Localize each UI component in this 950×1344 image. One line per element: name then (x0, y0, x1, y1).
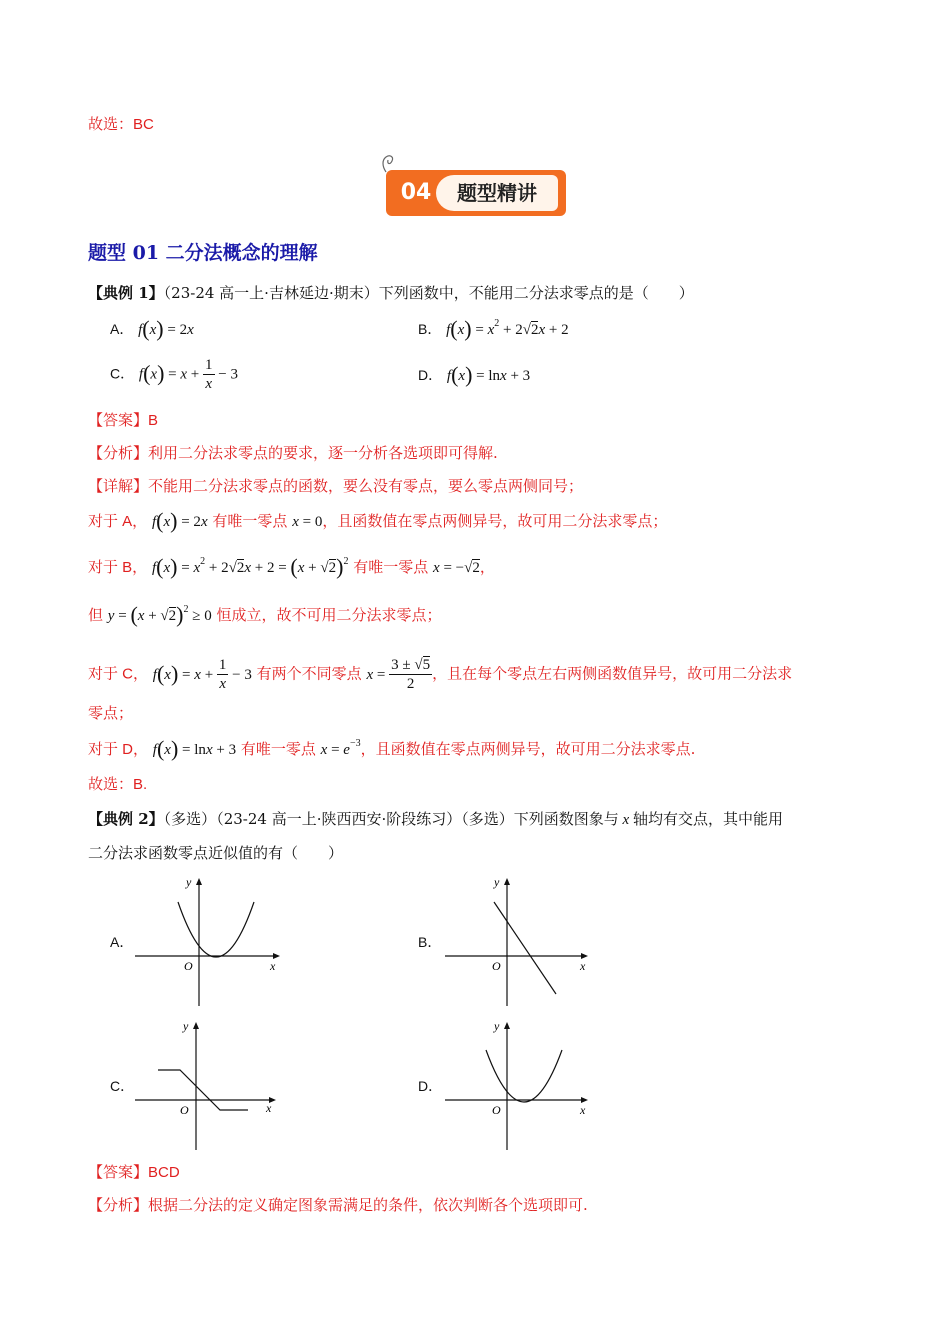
detail-tag: 【详解】 (88, 477, 149, 495)
example2-question: 【典例 2】（多选）（23-24 高一上·陕西西安·阶段练习）（多选）下列函数图象与 x 轴均有交点，其中能用 (88, 810, 783, 828)
example2-answer (88, 1162, 180, 1184)
example2-analysis-text: 根据二分法的定义确定图象需满足的条件，依次判断各个选项即可. (148, 1196, 588, 1214)
detail-option-d: 对于 D， f(x) = lnx + 3 有唯一零点 $x = e^{-3}$，且函数值在零点两侧异号，故可用二分法求零点. (88, 736, 696, 761)
answer-tag: 【答案】 (88, 412, 149, 429)
example2-analysis-tag: 【分析】 (88, 1196, 149, 1214)
detail-d-mid: 有唯一零点 (240, 740, 316, 758)
detail-text: 不能用二分法求零点的函数，要么没有零点，要么零点两侧同号； (148, 477, 584, 495)
detail-a-prefix: 对于 A， (88, 513, 148, 530)
option-d-label: D． (418, 367, 443, 383)
graph-d (440, 1016, 600, 1156)
detail-but-prefix: 但 (88, 606, 104, 624)
detail-c-tail: ，且在每个零点左右两侧函数值异号，故可用二分法求 (432, 664, 793, 683)
example1-analysis (88, 442, 498, 464)
example2-answer-value: BCD (148, 1164, 180, 1181)
graph-option-b-label: B． (418, 934, 442, 950)
svg-text:y: y (183, 1019, 189, 1033)
option-a-label: A． (110, 321, 134, 337)
example2-multi: （多选） (163, 810, 217, 828)
answer-value: B (148, 412, 159, 429)
example1-source: （23-24 高一上·吉林延边·期末） (163, 284, 379, 302)
section-banner (386, 170, 566, 216)
detail-a-tail: ，且函数值在零点两侧异号，故可用二分法求零点； (322, 512, 668, 530)
graph-b-line (494, 902, 556, 994)
graph-option-a-label: A． (110, 934, 134, 950)
detail-but-tail: 恒成立，故不可用二分法求零点； (216, 606, 442, 624)
example2-question-b: 轴均有交点，其中能用 (632, 810, 783, 828)
graph-d-curve (486, 1050, 562, 1102)
example1-conclusion: 故选：B. (88, 776, 148, 793)
svg-text:y: y (186, 875, 192, 889)
example2-answer-tag: 【答案】 (88, 1164, 149, 1181)
detail-b-tail: ， (479, 558, 495, 576)
previous-answer: 故选：BC (88, 116, 154, 133)
detail-option-b: 对于 B， $f(x) = x^2 + 2√2x + 2 = (x + √2)^2$ 有唯一零点 x = −√2， (88, 554, 495, 579)
svg-text:y: y (494, 1019, 500, 1033)
svg-text:O: O (184, 959, 193, 973)
example1-detail (88, 475, 583, 497)
svg-text:x: x (580, 959, 586, 973)
detail-option-c: 对于 C， f(x) = x + $\frac{1}{x}$ − 3 有两个不同零点 x = $\frac{3 \pm √5}{2}$ ，且在每个零点左右两侧函数值异号，故可用二分法求 (88, 657, 793, 692)
graph-a-curve (178, 902, 254, 957)
graph-option-d-label: D． (418, 1078, 443, 1094)
banner-label: 题型精讲 (436, 175, 558, 211)
svg-text:x: x (266, 1101, 272, 1115)
example2-tag: 【典例 2】 (88, 810, 164, 828)
option-c-label: C． (110, 365, 135, 382)
section-heading: 题型 01 二分法概念的理解 (88, 242, 318, 264)
graph-b (440, 872, 600, 1012)
example2-source: （23-24 高一上·陕西西安·阶段练习） (216, 810, 462, 828)
detail-c-prefix: 对于 C， (88, 665, 149, 683)
example1-tag: 【典例 1】 (88, 284, 164, 302)
detail-a-mid: 有唯一零点 (212, 512, 288, 530)
analysis-tag: 【分析】 (88, 444, 149, 462)
paperclip-icon (378, 152, 402, 174)
svg-text:O: O (180, 1103, 189, 1117)
detail-but-line: 但 $y = (x + √2)^2 \ge 0$ 恒成立，故不可用二分法求零点； (88, 602, 442, 627)
graph-option-c-label: C． (110, 1078, 135, 1094)
svg-text:x: x (270, 959, 276, 973)
example2-question-a: （多选）下列函数图象与 (461, 810, 619, 828)
graph-a (130, 872, 290, 1012)
option-b-label: B． (418, 321, 442, 337)
example1-option-d: D． f(x) = lnx + 3 (418, 362, 531, 387)
example1-option-a: A． f(x) = 2x (110, 316, 194, 341)
svg-text:O: O (492, 959, 501, 973)
svg-text:O: O (492, 1103, 501, 1117)
example1-answer (88, 410, 158, 432)
example1-question-text: 下列函数中，不能用二分法求零点的是（ ） (378, 284, 694, 302)
detail-option-a: 对于 A， f(x) = 2x 有唯一零点 x = 0，且函数值在零点两侧异号，故可用二分法求零点； (88, 508, 668, 533)
example1-question (88, 282, 694, 304)
example1-option-c: C． f(x) = x + $\frac{1}{x}$ − 3 (110, 357, 238, 392)
graph-c-line (158, 1070, 248, 1110)
detail-d-tail: ，且函数值在零点两侧异号，故可用二分法求零点. (360, 740, 696, 758)
svg-text:x: x (580, 1103, 586, 1117)
detail-b-prefix: 对于 B， (88, 559, 148, 576)
example2-question-line2: 二分法求函数零点近似值的有（ ） (88, 844, 344, 862)
banner-number: 04 (400, 180, 432, 205)
example2-analysis (88, 1194, 588, 1216)
analysis-text: 利用二分法求零点的要求，逐一分析各选项即可得解. (148, 444, 498, 462)
detail-d-prefix: 对于 D， (88, 741, 149, 758)
example1-option-b: B． $f(x) = x^2 + 2√2x + 2$ (418, 316, 569, 341)
detail-option-c-wrap: 零点； (88, 704, 134, 722)
graph-c (130, 1016, 290, 1156)
detail-b-mid: 有唯一零点 (353, 558, 429, 576)
svg-text:y: y (494, 875, 500, 889)
detail-c-mid: 有两个不同零点 (256, 664, 362, 683)
